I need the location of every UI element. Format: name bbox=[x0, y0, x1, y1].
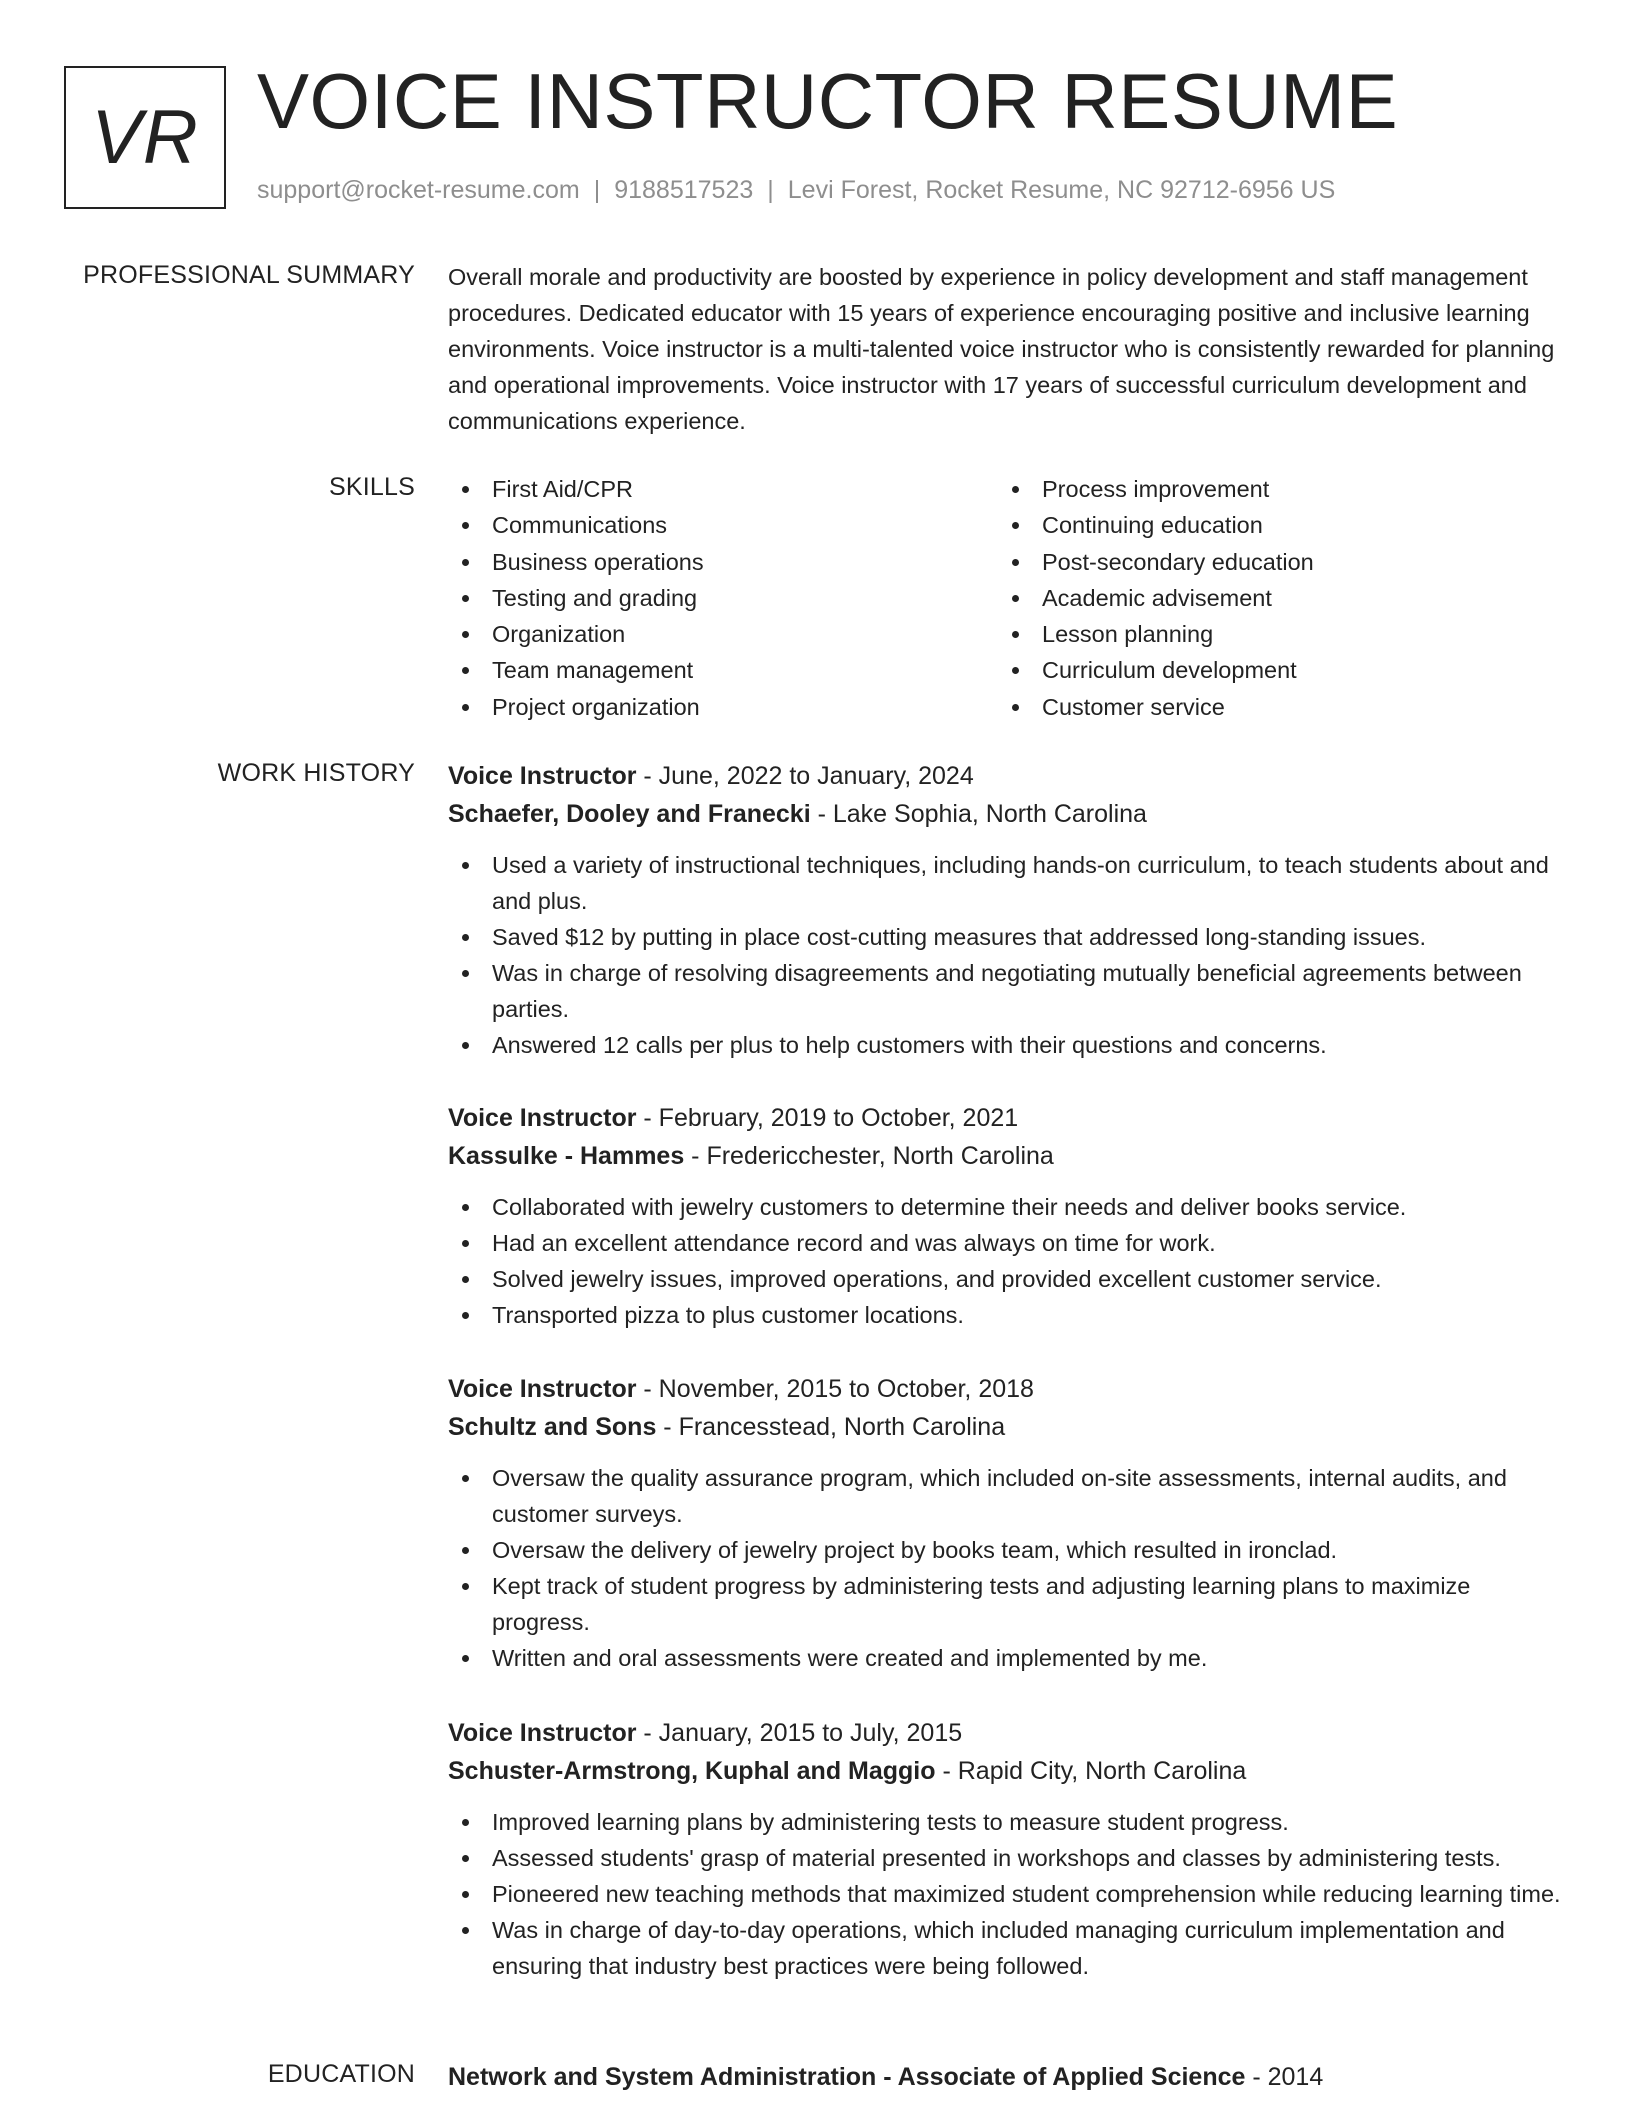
education-body bbox=[448, 2058, 1568, 2096]
bullet-dot bbox=[462, 1547, 469, 1554]
job-dates: - February, 2019 to October, 2021 bbox=[636, 1104, 1019, 1132]
job-bullet: Had an excellent attendance record and was always on time for work. bbox=[448, 1225, 1568, 1261]
bullet-dot bbox=[462, 486, 469, 493]
job-bullet: Pioneered new teaching methods that maximized student comprehension while reducing learning time. bbox=[448, 1876, 1568, 1912]
skill-item: Continuing education bbox=[998, 507, 1548, 543]
bullet-dot bbox=[462, 667, 469, 674]
job-company-line bbox=[448, 795, 1568, 833]
job-title: Voice Instructor bbox=[448, 1719, 637, 1747]
skills-list-right bbox=[998, 471, 1548, 725]
job-title-line bbox=[448, 1714, 1568, 1752]
bullet-dot bbox=[462, 1891, 469, 1898]
job-title: Voice Instructor bbox=[448, 1375, 637, 1403]
bullet-dot bbox=[462, 522, 469, 529]
job-title: Voice Instructor bbox=[448, 1104, 637, 1132]
job-bullet: Written and oral assessments were created and implemented by me. bbox=[448, 1640, 1568, 1676]
skill-item: Academic advisement bbox=[998, 580, 1548, 616]
job-location: - Fredericchester, North Carolina bbox=[684, 1142, 1054, 1170]
job-bullet: Saved $12 by putting in place cost-cutting measures that addressed long-standing issues. bbox=[448, 919, 1568, 955]
job-location: - Francesstead, North Carolina bbox=[656, 1413, 1006, 1441]
bullet-dot bbox=[462, 970, 469, 977]
summary-label: PROFESSIONAL SUMMARY bbox=[83, 261, 415, 289]
job-company-line bbox=[448, 1408, 1568, 1446]
contact-separator: | bbox=[593, 176, 601, 204]
job-company: Schaefer, Dooley and Franecki bbox=[448, 800, 811, 828]
bullet-dot bbox=[462, 1276, 469, 1283]
job-company: Kassulke - Hammes bbox=[448, 1142, 685, 1170]
bullet-dot bbox=[1012, 667, 1019, 674]
job-bullets bbox=[448, 1189, 1568, 1333]
job-bullet: Kept track of student progress by administering tests and adjusting learning plans to maximize progress. bbox=[448, 1568, 1568, 1640]
bullet-dot bbox=[462, 1583, 469, 1590]
bullet-dot bbox=[462, 934, 469, 941]
bullet-dot bbox=[462, 1927, 469, 1934]
bullet-dot bbox=[1012, 704, 1019, 711]
job-bullet: Transported pizza to plus customer locations. bbox=[448, 1297, 1568, 1333]
job-dates: - November, 2015 to October, 2018 bbox=[636, 1375, 1034, 1403]
skill-item: Communications bbox=[448, 507, 998, 543]
skill-item: Project organization bbox=[448, 689, 998, 725]
bullet-dot bbox=[462, 631, 469, 638]
bullet-dot bbox=[462, 1312, 469, 1319]
job-bullet: Collaborated with jewelry customers to determine their needs and deliver books service. bbox=[448, 1189, 1568, 1225]
job-bullet: Assessed students' grasp of material presented in workshops and classes by administering tests. bbox=[448, 1840, 1568, 1876]
bullet-dot bbox=[462, 862, 469, 869]
bullet-dot bbox=[1012, 486, 1019, 493]
skills-label: SKILLS bbox=[329, 473, 415, 501]
bullet-dot bbox=[462, 559, 469, 566]
resume-title: VOICE INSTRUCTOR RESUME bbox=[257, 57, 1399, 145]
job-company-line bbox=[448, 1137, 1568, 1175]
skill-item: Organization bbox=[448, 616, 998, 652]
bullet-dot bbox=[462, 704, 469, 711]
skill-item: First Aid/CPR bbox=[448, 471, 998, 507]
bullet-dot bbox=[1012, 522, 1019, 529]
education-year: - 2014 bbox=[1245, 2063, 1324, 2091]
bullet-dot bbox=[462, 595, 469, 602]
bullet-dot bbox=[462, 1204, 469, 1211]
job-entry bbox=[448, 1370, 1568, 1676]
skills-list-left bbox=[448, 471, 998, 725]
job-title-line bbox=[448, 1370, 1568, 1408]
job-title-line bbox=[448, 1099, 1568, 1137]
bullet-dot bbox=[462, 1042, 469, 1049]
job-bullet: Solved jewelry issues, improved operations, and provided excellent customer service. bbox=[448, 1261, 1568, 1297]
job-location: - Rapid City, North Carolina bbox=[935, 1757, 1247, 1785]
job-entry bbox=[448, 757, 1568, 1063]
skill-item: Process improvement bbox=[998, 471, 1548, 507]
work-history-label: WORK HISTORY bbox=[217, 759, 415, 787]
education-degree: Network and System Administration - Associate of Applied Science bbox=[448, 2063, 1246, 2091]
education-degree-line bbox=[448, 2058, 1568, 2096]
bullet-dot bbox=[462, 1655, 469, 1662]
summary-body bbox=[448, 259, 1568, 439]
contact-separator: | bbox=[767, 176, 774, 204]
education-label: EDUCATION bbox=[267, 2060, 415, 2088]
contact-email: support@rocket-resume.com bbox=[257, 176, 580, 204]
contact-address: Levi Forest, Rocket Resume, NC 92712-6956 US bbox=[787, 176, 1336, 204]
bullet-dot bbox=[462, 1475, 469, 1482]
bullet-dot bbox=[462, 1855, 469, 1862]
skill-item: Curriculum development bbox=[998, 652, 1548, 688]
job-entry bbox=[448, 1099, 1568, 1333]
bullet-dot bbox=[462, 1819, 469, 1826]
monogram-box bbox=[64, 66, 226, 209]
job-company: Schultz and Sons bbox=[448, 1413, 657, 1441]
job-dates: - June, 2022 to January, 2024 bbox=[636, 762, 974, 790]
bullet-dot bbox=[1012, 631, 1019, 638]
job-bullets bbox=[448, 1804, 1568, 1984]
skill-item: Business operations bbox=[448, 544, 998, 580]
bullet-dot bbox=[462, 1240, 469, 1247]
bullet-dot bbox=[1012, 559, 1019, 566]
job-bullet: Answered 12 calls per plus to help customers with their questions and concerns. bbox=[448, 1027, 1568, 1063]
summary-text: Overall morale and productivity are boosted by experience in policy development and staff management procedures. Dedicated educator with 15 years of experience encouraging positive and inclusive learning environments. Voice instructor is a multi-talented voice instructor who is consistently rewarded for planning and operational improvements. Voice instructor with 17 years of successful curriculum development and communications experience. bbox=[448, 264, 1555, 434]
skill-item: Testing and grading bbox=[448, 580, 998, 616]
job-bullet: Was in charge of day-to-day operations, which included managing curriculum implementation and ensuring that industry best practices were being followed. bbox=[448, 1912, 1568, 1984]
skill-item: Post-secondary education bbox=[998, 544, 1548, 580]
contact-line bbox=[257, 176, 1335, 205]
job-title: Voice Instructor bbox=[448, 762, 637, 790]
bullet-dot bbox=[1012, 595, 1019, 602]
job-bullet: Used a variety of instructional techniques, including hands-on curriculum, to teach students about and and plus. bbox=[448, 847, 1568, 919]
skill-item: Team management bbox=[448, 652, 998, 688]
job-bullet: Improved learning plans by administering tests to measure student progress. bbox=[448, 1804, 1568, 1840]
job-dates: - January, 2015 to July, 2015 bbox=[636, 1719, 963, 1747]
job-bullet: Oversaw the quality assurance program, which included on-site assessments, internal audits, and customer surveys. bbox=[448, 1460, 1568, 1532]
contact-phone: 9188517523 bbox=[614, 176, 754, 204]
job-entry bbox=[448, 1714, 1568, 1984]
job-title-line bbox=[448, 757, 1568, 795]
skill-item: Customer service bbox=[998, 689, 1548, 725]
job-bullets bbox=[448, 847, 1568, 1063]
skill-item: Lesson planning bbox=[998, 616, 1548, 652]
skills-body bbox=[448, 471, 1568, 725]
job-bullet: Oversaw the delivery of jewelry project by books team, which resulted in ironclad. bbox=[448, 1532, 1568, 1568]
monogram-initials: VR bbox=[91, 95, 199, 180]
job-bullets bbox=[448, 1460, 1568, 1676]
job-company: Schuster-Armstrong, Kuphal and Maggio bbox=[448, 1757, 936, 1785]
job-company-line bbox=[448, 1752, 1568, 1790]
job-location: - Lake Sophia, North Carolina bbox=[810, 800, 1147, 828]
job-bullet: Was in charge of resolving disagreements and negotiating mutually beneficial agreements between parties. bbox=[448, 955, 1568, 1027]
